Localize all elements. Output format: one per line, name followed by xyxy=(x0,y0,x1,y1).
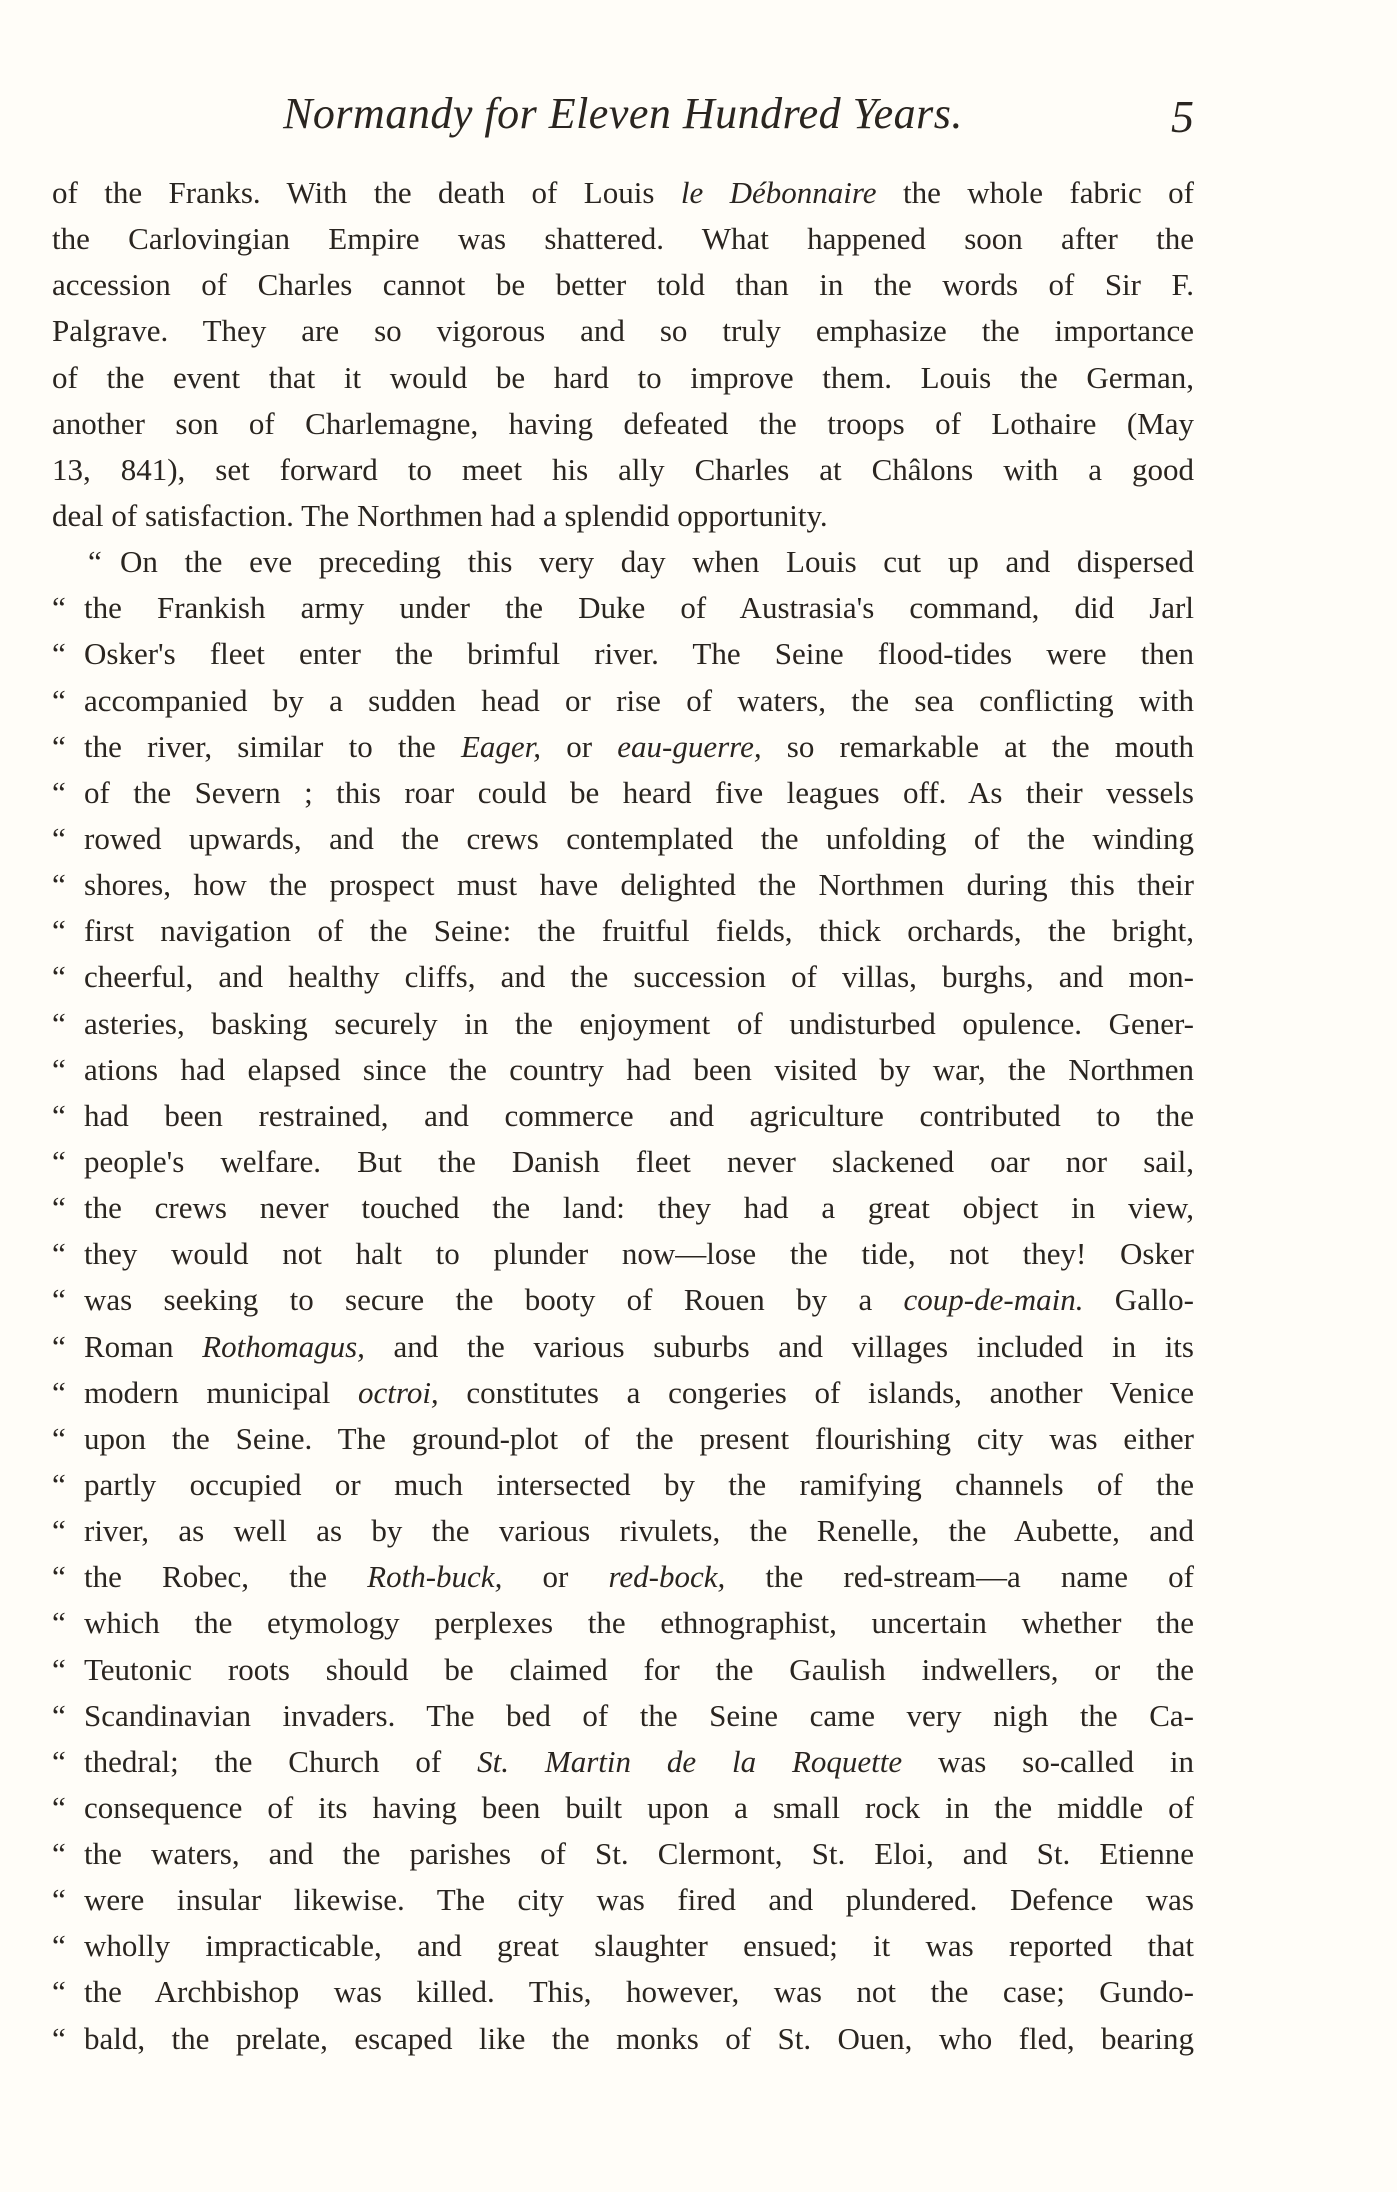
quote-line: “ consequence of its having been built upon a small rock in the middle of xyxy=(52,1789,1194,1825)
quote-line: “ wholly impracticable, and great slaughter ensued; it was reported that xyxy=(52,1928,1194,1964)
quote-line: “ shores, how the prospect must have delighted the Northmen during this their xyxy=(52,867,1194,903)
quote-line: “ partly occupied or much intersected by the ramifying channels of the xyxy=(52,1466,1194,1502)
quote-line: “ the Frankish army under the Duke of Austrasia's command, did Jarl xyxy=(52,590,1194,626)
text-line: deal of satisfaction. The Northmen had a splendid opportunity. xyxy=(52,497,828,533)
quote-line: “ had been restrained, and commerce and agriculture contributed to the xyxy=(52,1097,1194,1133)
text-line: the Carlovingian Empire was shattered. What happened soon after the xyxy=(52,221,1194,257)
quote-line: “ of the Severn ; this roar could be heard five leagues off. As their vessels xyxy=(52,774,1194,810)
quote-line: “ ations had elapsed since the country had been visited by war, the Northmen xyxy=(52,1051,1194,1087)
quote-line: “ rowed upwards, and the crews contemplated the unfolding of the winding xyxy=(52,820,1194,856)
quote-line: “ cheerful, and healthy cliffs, and the succession of villas, burghs, and mon- xyxy=(52,959,1194,995)
text-line: another son of Charlemagne, having defeated the troops of Lothaire (May xyxy=(52,405,1194,441)
page-number: 5 xyxy=(1171,91,1194,142)
quote-line: “ Scandinavian invaders. The bed of the Seine came very nigh the Ca- xyxy=(52,1697,1194,1733)
quote-line: “ Osker's fleet enter the brimful river. The Seine flood-tides were then xyxy=(52,636,1194,672)
quote-line: “ the river, similar to the Eager, or eau-guerre, so remarkable at the mouth xyxy=(52,728,1194,764)
quote-line: “ thedral; the Church of St. Martin de la Roquette was so-called in xyxy=(52,1743,1194,1779)
quote-line: “ people's welfare. But the Danish fleet never slackened oar nor sail, xyxy=(52,1143,1194,1179)
quote-line: “ the Robec, the Roth-buck, or red-bock, the red-stream—a name of xyxy=(52,1559,1194,1595)
quote-line: “ first navigation of the Seine: the fruitful fields, thick orchards, the bright, xyxy=(52,913,1194,949)
quote-line: “ was seeking to secure the booty of Rouen by a coup-de-main. Gallo- xyxy=(52,1282,1194,1318)
quote-line: “ Teutonic roots should be claimed for the Gaulish indwellers, or the xyxy=(52,1651,1194,1687)
text-line: of the Franks. With the death of Louis le Débonnaire the whole fabric of xyxy=(52,175,1194,210)
quote-line: “ the crews never touched the land: they had a great object in view, xyxy=(52,1190,1194,1226)
running-title: Normandy for Eleven Hundred Years. xyxy=(283,89,963,138)
quote-line: “ which the etymology perplexes the ethnographist, uncertain whether the xyxy=(52,1605,1194,1641)
quote-line: “ modern municipal octroi, constitutes a congeries of islands, another Venice xyxy=(52,1374,1194,1410)
quote-line: “ On the eve preceding this very day when Louis cut up and dispersed xyxy=(88,544,1194,580)
quote-line: “ Roman Rothomagus, and the various suburbs and villages included in its xyxy=(52,1328,1194,1364)
quote-line: “ were insular likewise. The city was fired and plundered. Defence was xyxy=(52,1882,1194,1918)
text-line: accession of Charles cannot be better told than in the words of Sir F. xyxy=(52,267,1194,303)
text-line: of the event that it would be hard to improve them. Louis the German, xyxy=(52,359,1194,395)
text-line: 13, 841), set forward to meet his ally Charles at Châlons with a good xyxy=(52,451,1194,487)
text-line: Palgrave. They are so vigorous and so truly emphasize the importance xyxy=(52,313,1194,349)
quote-line: “ they would not halt to plunder now—lose the tide, not they! Osker xyxy=(52,1236,1194,1272)
body-text xyxy=(52,170,1194,2062)
quote-line: “ asteries, basking securely in the enjoyment of undisturbed opulence. Gener- xyxy=(52,1005,1194,1041)
quote-line: “ upon the Seine. The ground-plot of the present flourishing city was either xyxy=(52,1420,1194,1456)
quote-line: “ bald, the prelate, escaped like the monks of St. Ouen, who fled, bearing xyxy=(52,2020,1194,2056)
quote-line: “ accompanied by a sudden head or rise of waters, the sea conflicting with xyxy=(52,682,1194,718)
quote-line: “ the waters, and the parishes of St. Clermont, St. Eloi, and St. Etienne xyxy=(52,1836,1194,1872)
page-header xyxy=(52,88,1194,158)
quote-line: “ river, as well as by the various rivulets, the Renelle, the Aubette, and xyxy=(52,1513,1194,1549)
quote-line: “ the Archbishop was killed. This, however, was not the case; Gundo- xyxy=(52,1974,1194,2010)
